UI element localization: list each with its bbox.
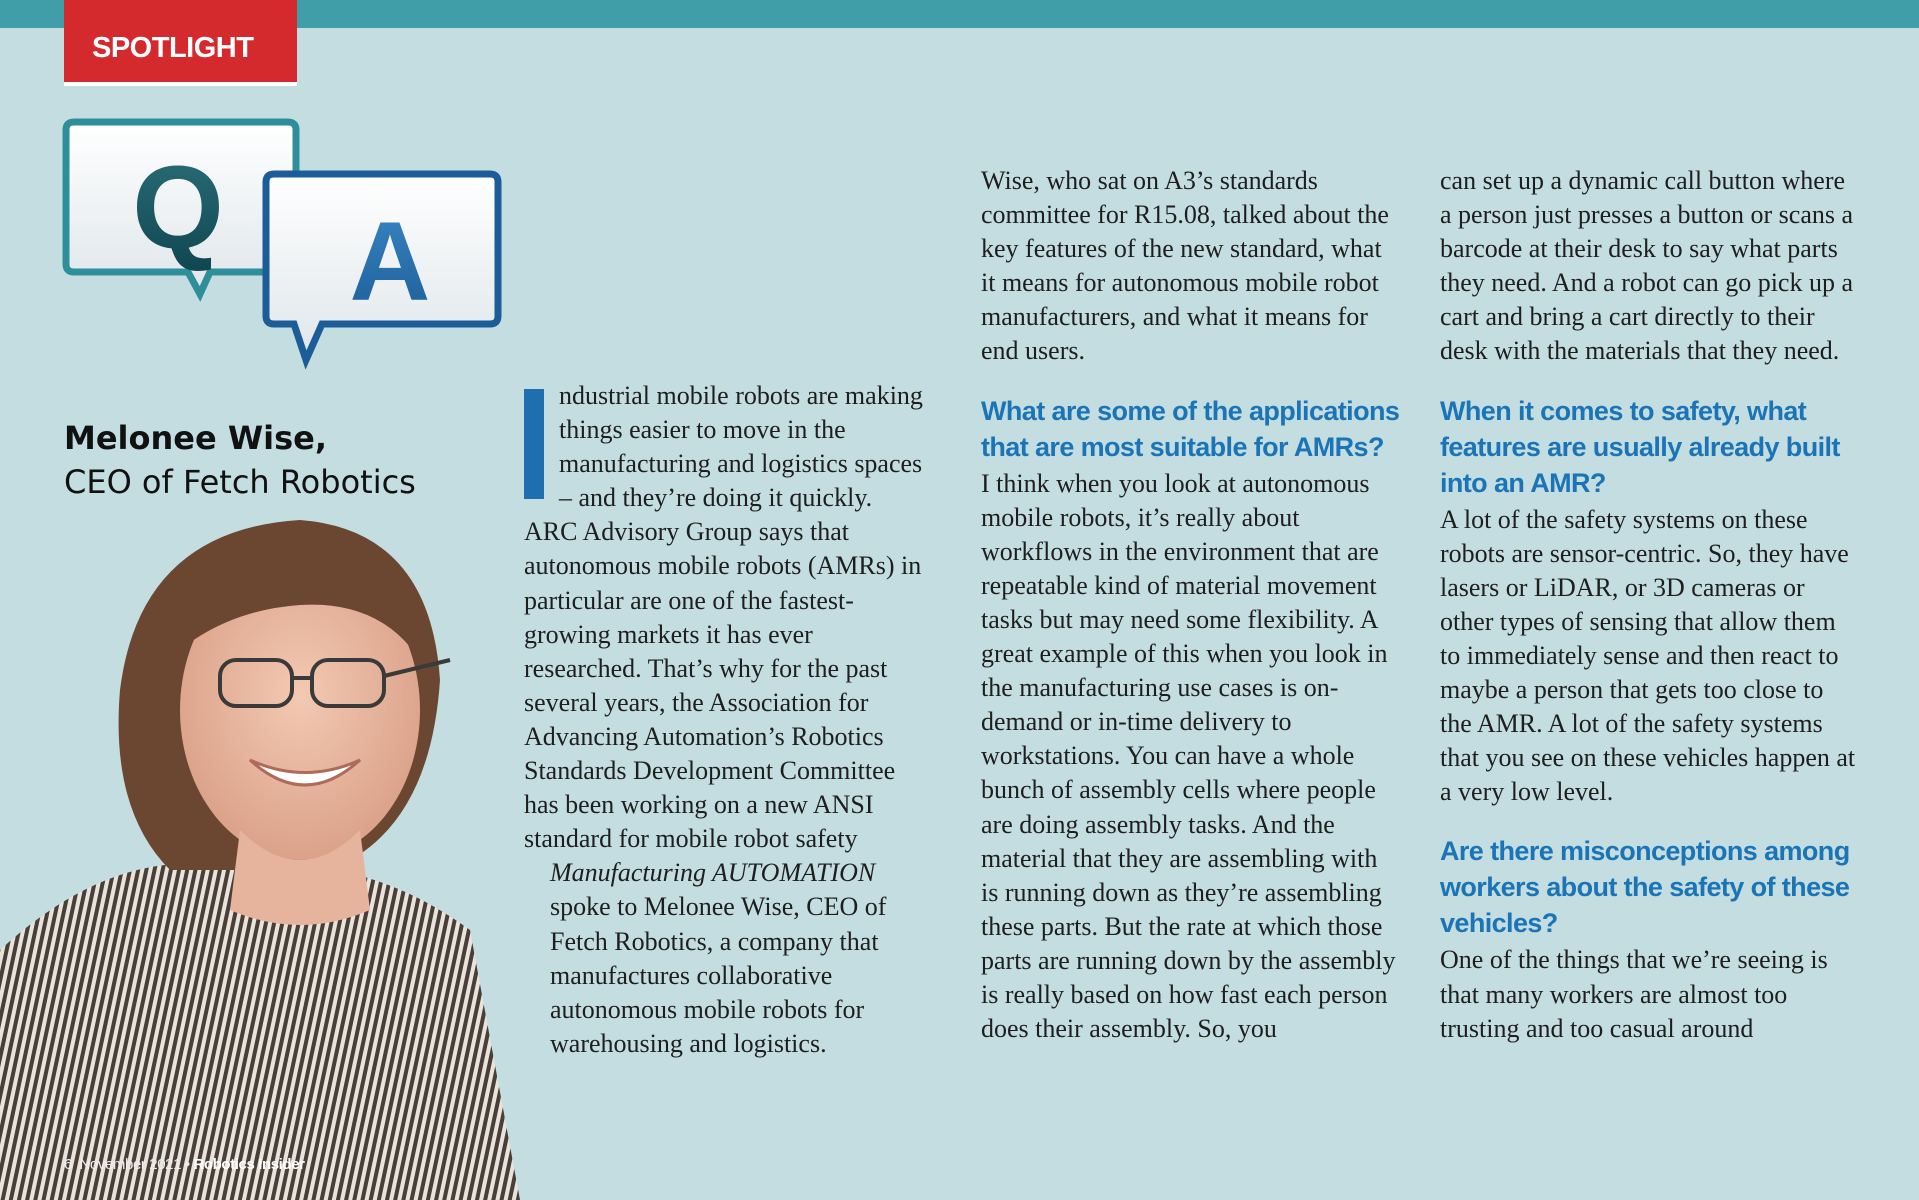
question-3: Are there misconceptions among workers about the safety of these vehicles? xyxy=(1440,836,1850,939)
interviewee-block xyxy=(64,416,416,504)
qa-speech-bubbles-graphic xyxy=(60,110,520,390)
intro-2-text: spoke to Melonee Wise, CEO of Fetch Robotics, a company that manufactures collaborative autonomous mobile robots for warehousing and logistics. xyxy=(550,892,887,1058)
issue-date: November 2021 xyxy=(79,1156,182,1173)
article-column-3 xyxy=(1440,164,1860,1046)
answer-2: A lot of the safety systems on these robots are sensor-centric. So, they have lasers or LiDAR, or 3D cameras or other types of sensing that allow them to immediately sense and then react to maybe a person that gets too close to the AMR. A lot of the safety systems that you see on these vehicles happen at a very low level. xyxy=(1440,504,1856,807)
question-2: When it comes to safety, what features are usually already built into an AMR? xyxy=(1440,395,1840,498)
intro-paragraph-2 xyxy=(524,856,924,1061)
page-number: 6 xyxy=(64,1156,72,1173)
spotlight-tag xyxy=(64,0,297,86)
interviewee-name: Melonee Wise, xyxy=(64,419,327,457)
drop-cap-bar xyxy=(524,389,544,499)
footer-separator: • xyxy=(184,1156,190,1173)
answer-3: One of the things that we’re seeing is that many workers are almost too trusting and too casual around xyxy=(1440,945,1828,1043)
magazine-name: Manufacturing AUTOMATION xyxy=(550,858,876,888)
publication-name: Robotics Insider xyxy=(193,1156,305,1173)
question-1: What are some of the applications that are most suitable for AMRs? xyxy=(981,395,1400,462)
q-letter: Q xyxy=(132,142,224,274)
page-footer xyxy=(64,1156,305,1173)
a-letter: A xyxy=(349,199,431,324)
spotlight-label: SPOTLIGHT xyxy=(92,32,254,64)
intro-text: ndustrial mobile robots are making things easier to move in the manufacturing and logistics spaces – and they’re doing it quickly. ARC Advisory Group says that autonomous mobile robots (AMRs) in particular are one of the fastest-growing markets it has ever researched. That’s why for the past several years, the Association for Advancing Automation’s Robotics Standards Development Committee has been working on a new ANSI standard for mobile robot safety xyxy=(524,381,923,854)
answer-1: I think when you look at autonomous mobile robots, it’s really about workflows in the environment that are repeatable kind of material movement tasks but may need some flexibility. A great example of this when you look in the manufacturing use cases is on-demand or in-time delivery to workstations. You can have a whole bunch of assembly cells where people are doing assembly tasks. And the material that they are assembling with is running down as they’re assembling these parts. But the rate at which those parts are running down by the assembly is really based on how fast each person does their assembly. So, you xyxy=(981,468,1396,1044)
answer-1-continued: can set up a dynamic call button where a person just presses a button or scans a barcode at their desk to say what parts they need. And a robot can go pick up a cart and bring a cart directly to their desk with the materials that they need. xyxy=(1440,166,1854,366)
lead-paragraph: Wise, who sat on A3’s standards committee for R15.08, talked about the key features of the new standard, what it means for autonomous mobile robot manufacturers, and what it means for end users. xyxy=(981,166,1389,366)
article-column-1 xyxy=(524,379,924,1061)
article-column-2 xyxy=(981,164,1401,1046)
interviewee-portrait xyxy=(0,510,560,1200)
intro-paragraph xyxy=(524,379,924,856)
interviewee-title: CEO of Fetch Robotics xyxy=(64,463,416,501)
